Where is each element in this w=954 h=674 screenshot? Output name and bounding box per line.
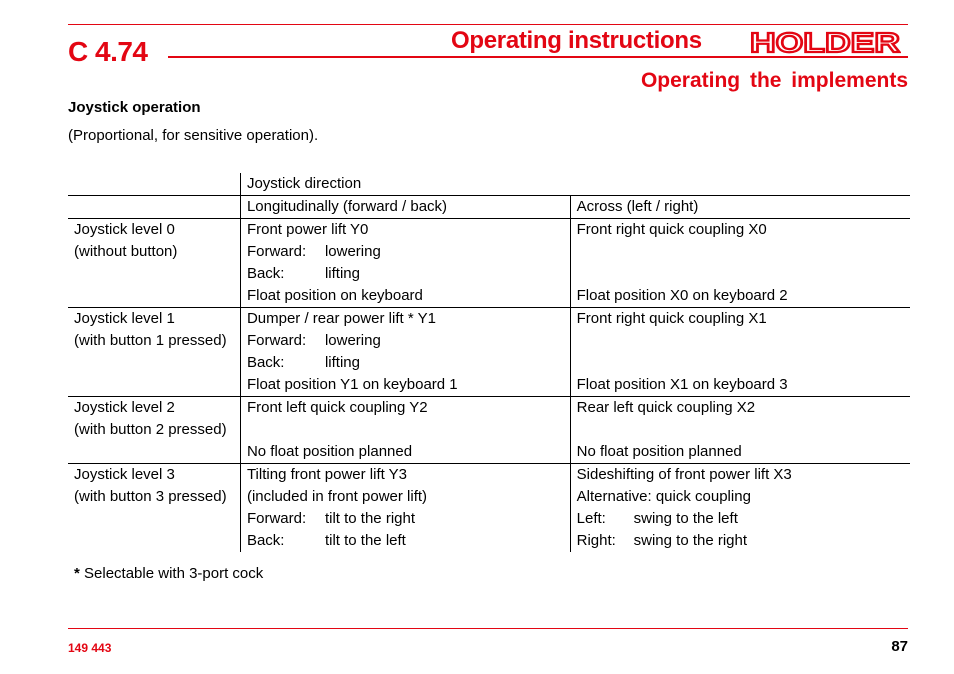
function-title: Sideshifting of front power lift X3 [576, 466, 792, 483]
float-position: No float position planned [246, 443, 413, 460]
footer-rule [68, 628, 908, 629]
direction-value: swing to the left [633, 510, 738, 527]
direction-value: tilt to the right [324, 510, 415, 527]
section-code: C 4.74 [68, 36, 148, 67]
across-cell [570, 397, 910, 464]
level-cell [68, 219, 240, 308]
direction-label: Forward: [246, 332, 307, 349]
float-position: Float position Y1 on keyboard 1 [246, 376, 458, 393]
float-position: Float position on keyboard [246, 287, 423, 304]
col-header-longitudinal: Longitudinally (forward / back) [240, 196, 570, 219]
float-position: No float position planned [576, 443, 742, 460]
across-cell [570, 464, 910, 553]
section-heading: Joystick operation [68, 99, 201, 116]
direction-label: Forward: [246, 510, 307, 527]
level-label: Joystick level 1 [74, 310, 175, 327]
direction-value: tilt to the left [324, 532, 406, 549]
page-number: 87 [891, 638, 908, 655]
empty-subheader-cell [68, 196, 240, 219]
table-subheader-row [68, 196, 910, 219]
direction-value: lifting [324, 265, 360, 282]
direction-value: lowering [324, 332, 381, 349]
level-note: (with button 1 pressed) [74, 332, 227, 349]
function-title: Front right quick coupling X1 [576, 310, 767, 327]
group-header: Joystick direction [240, 173, 910, 196]
title-rule [168, 56, 908, 58]
level-cell [68, 464, 240, 553]
function-title: Front right quick coupling X0 [576, 221, 767, 238]
level-label: Joystick level 0 [74, 221, 175, 238]
direction-value: lowering [324, 243, 381, 260]
level-cell [68, 308, 240, 397]
direction-label: Right: [576, 532, 616, 549]
table-row [68, 464, 910, 553]
page-subtitle: Operating the implements [640, 69, 908, 92]
direction-value: swing to the right [633, 532, 748, 549]
document-number: 149 443 [68, 641, 112, 655]
function-title: Front power lift Y0 [246, 221, 369, 238]
holder-logo [749, 28, 901, 56]
function-title: Tilting front power lift Y3 [246, 466, 408, 483]
function-title: Rear left quick coupling X2 [576, 399, 756, 416]
function-subtitle: Alternative: quick coupling [576, 488, 751, 505]
footnote-text: Selectable with 3-port cock [84, 565, 264, 582]
longitudinal-cell [240, 219, 570, 308]
level-note: (with button 2 pressed) [74, 421, 227, 438]
function-subtitle: (included in front power lift) [246, 488, 428, 505]
function-title: Front left quick coupling Y2 [246, 399, 428, 416]
footnote-mark: * [74, 565, 80, 582]
float-position: Float position X0 on keyboard 2 [576, 287, 788, 304]
across-cell [570, 219, 910, 308]
function-title: Dumper / rear power lift * Y1 [246, 310, 436, 327]
float-position: Float position X1 on keyboard 3 [576, 376, 788, 393]
level-label: Joystick level 2 [74, 399, 175, 416]
across-cell [570, 308, 910, 397]
page-title: Operating instructions [451, 27, 702, 54]
footnote [74, 565, 263, 582]
direction-label: Back: [246, 354, 285, 371]
joystick-table [68, 173, 910, 552]
level-note: (with button 3 pressed) [74, 488, 227, 505]
col-header-across: Across (left / right) [570, 196, 910, 219]
direction-label: Back: [246, 265, 285, 282]
level-note: (without button) [74, 243, 178, 260]
direction-value: lifting [324, 354, 360, 371]
longitudinal-cell [240, 308, 570, 397]
direction-label: Left: [576, 510, 606, 527]
table-row [68, 219, 910, 308]
empty-header-cell [68, 173, 240, 196]
table-row [68, 397, 910, 464]
longitudinal-cell [240, 397, 570, 464]
direction-label: Back: [246, 532, 285, 549]
table-row [68, 308, 910, 397]
longitudinal-cell [240, 464, 570, 553]
intro-text: (Proportional, for sensitive operation). [68, 127, 319, 144]
top-rule [68, 24, 908, 25]
level-label: Joystick level 3 [74, 466, 175, 483]
holder-logo-text: HOLDER [750, 28, 900, 56]
level-cell [68, 397, 240, 464]
direction-label: Forward: [246, 243, 307, 260]
table-header-row [68, 173, 910, 196]
